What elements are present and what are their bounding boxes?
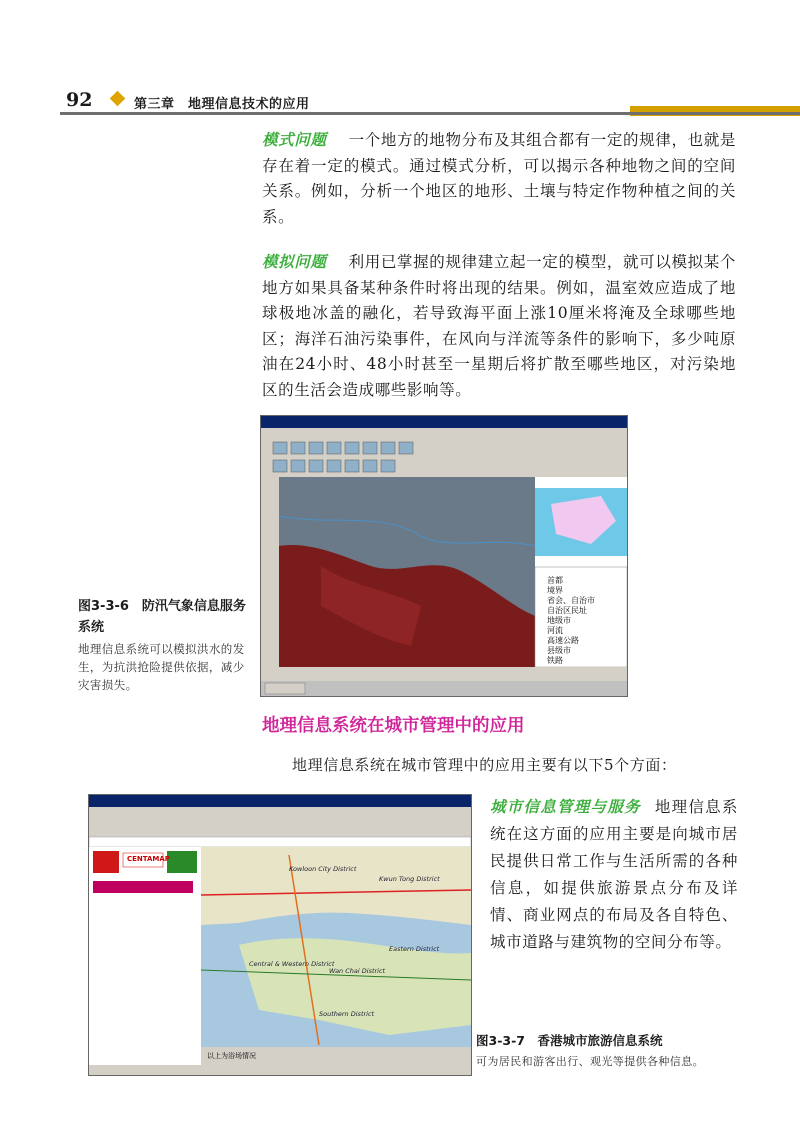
legend-item: 地级市 <box>547 616 571 625</box>
section-intro: 地理信息系统在城市管理中的应用主要有以下5个方面： <box>292 756 677 774</box>
paragraph-pattern-problem <box>262 128 736 230</box>
paragraph-urban-info-service <box>490 794 738 956</box>
map-label: Wan Chai District <box>329 967 386 975</box>
legend-item: 自治区民址 <box>547 606 587 615</box>
figure1-caption-body: 地理信息系统可以模拟洪水的发生，为抗洪抢险提供依据，减少灾害损失。 <box>78 642 245 692</box>
figure1-caption <box>78 596 248 694</box>
paragraph-text: 一个地方的地物分布及其组合都有一定的规律，也就是存在着一定的模式。通过模式分析，可以揭示各种地物之间的空间关系。例如，分析一个地区的地形、土壤与特定作物种植之间的关系。 <box>262 131 736 226</box>
figure-hk-tourism-screenshot <box>88 794 472 1076</box>
legend-item: 高速公路 <box>547 636 579 645</box>
paragraph-text: 利用已掌握的规律建立起一定的模型，就可以模拟某个地方如果具备某种条件时将出现的结果。例如，温室效应造成了地球极地冰盖的融化，若导致海平面上涨10厘米将淹及全球哪些地区；海洋石油污染事件，在风向与洋流等条件的影响下，多少吨原油在24小时、48小时甚至一星期后将扩散至哪些地区，对污染地区的生活会造成哪些影响等。 <box>262 253 736 399</box>
map-label: Kowloon City District <box>289 865 357 873</box>
chapter-title: 第三章 地理信息技术的应用 <box>134 97 310 112</box>
section-title: 地理信息系统在城市管理中的应用 <box>262 716 525 736</box>
map-label: Kwun Tong District <box>379 875 440 883</box>
figure2-caption-title: 图3-3-7 香港城市旅游信息系统 <box>476 1033 663 1048</box>
page-number: 92 <box>66 89 93 111</box>
status-text: 以上为浴场情况 <box>207 1052 256 1060</box>
legend-item: 县级市 <box>547 646 571 655</box>
term-simulation-problem: 模拟问题 <box>262 253 327 271</box>
header-rule <box>60 112 800 115</box>
map-label: Southern District <box>319 1010 375 1018</box>
figure-flood-gis-screenshot <box>260 415 628 697</box>
paragraph-simulation-problem <box>262 250 736 403</box>
diamond-icon <box>110 91 126 107</box>
legend-item: 铁路 <box>547 656 563 665</box>
map-label: Eastern District <box>389 945 440 953</box>
legend-item: 省会、自治市 <box>547 596 595 605</box>
paragraph-text: 地理信息系统在这方面的应用主要是向城市居民提供日常工作与生活所需的各种信息，如提供旅游景点分布及详情、商业网点的布局及各自特色、城市道路与建筑物的空间分布等。 <box>490 798 738 951</box>
figure1-caption-title: 图3-3-6 防汛气象信息服务系统 <box>78 599 246 635</box>
map-legend <box>547 576 595 666</box>
legend-item: 首都 <box>547 576 563 585</box>
figure2-caption <box>476 1030 776 1071</box>
hk-map-illustration <box>89 795 471 1075</box>
figure2-caption-body: 可为居民和游客出行、观光等提供各种信息。 <box>476 1055 704 1068</box>
term-pattern-problem: 模式问题 <box>262 131 327 149</box>
term-urban-info-service: 城市信息管理与服务 <box>490 798 641 816</box>
legend-item: 河流 <box>547 626 563 635</box>
legend-item: 境界 <box>547 586 563 595</box>
centamap-logo: CENTAMAP <box>127 855 170 863</box>
map-label: Central & Western District <box>249 960 335 968</box>
